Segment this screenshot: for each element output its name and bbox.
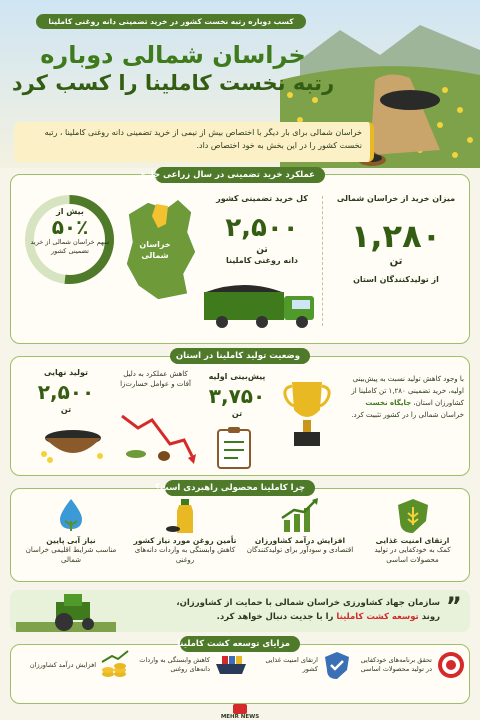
strategic-text: کاهش وابستگی به واردات دانه‌های روغنی: [134, 546, 236, 564]
title-line-2: رتبه نخست کاملینا را کسب کرد: [11, 71, 335, 95]
benefit-text: افزایش درآمد کشاورزان: [29, 660, 96, 669]
strategic-item-oil-supply: [130, 496, 240, 565]
production-summary: [340, 374, 464, 422]
tractor-icon: [16, 592, 116, 632]
growth-chart-icon: [245, 496, 355, 536]
share-label-top: بیش از: [56, 207, 84, 216]
trophy-icon: [282, 376, 332, 456]
national-unit: تن: [256, 244, 268, 255]
top-pill: کسب دوباره رتبه نخست کشور در خرید تضمینی دانه روغنی کاملینا: [36, 14, 306, 29]
share-caption: سهم خراسان شمالی از خرید تضمینی کشور: [30, 238, 110, 255]
final-value: ۲,۵۰۰: [37, 379, 95, 404]
truck-illustration: [196, 278, 326, 334]
oil-bottle-icon: [130, 496, 240, 536]
benefit-text: کاهش وابستگی به واردات دانه‌های روغنی: [139, 656, 210, 673]
quote-highlight: توسعه کشت کاملینا: [336, 612, 419, 623]
benefit-item-income: [28, 650, 132, 680]
benefit-item-import-reduction: [136, 650, 248, 680]
share-value: ۵۰٪: [51, 215, 89, 239]
cargo-ship-icon: [214, 650, 248, 680]
forecast-title: پیش‌بینی اولیه: [208, 372, 266, 381]
national-caption: دانه روغنی کاملینا: [225, 256, 299, 266]
quote-text: [120, 596, 440, 625]
strategic-item-low-water: [16, 496, 126, 565]
divider-1: [322, 196, 323, 326]
intro-box: [14, 122, 374, 162]
strategic-title: تأمین روغن مورد نیاز کشور: [133, 536, 237, 545]
summary-part-2: خراسان شمالی را در کشور تثبیت کرد.: [351, 410, 464, 419]
benefit-item-food-security: [252, 650, 352, 680]
benefit-item-self-sufficiency: [358, 650, 466, 680]
clipboard-icon: [212, 426, 258, 470]
strategic-text: مناسب شرایط اقلیمی خراسان شمالی: [25, 546, 117, 564]
quote-line-2-pre: روند: [421, 612, 440, 623]
section-strategic-pill: چرا کاملینا محصولی راهبردی است؟: [165, 480, 315, 496]
footer-logo: [216, 704, 264, 720]
final-unit: تن: [60, 404, 72, 414]
province-title: میزان خرید از خراسان شمالی: [336, 194, 456, 203]
strategic-title: ارتقای امنیت غذایی: [375, 536, 450, 545]
section-benefits-pill: مزایای توسعه کشت کاملینا: [180, 636, 300, 652]
strategic-text: کمک به خودکفایی در تولید محصولات اساسی: [374, 546, 451, 564]
quote-line-2: [120, 610, 440, 624]
strategic-text: اقتصادی و سودآور برای تولیدکنندگان: [246, 546, 354, 555]
section-production-pill: وضعیت تولید کاملینا در استان: [170, 348, 310, 364]
section-purchase-pill: عملکرد خرید تضمینی در سال زراعی جاری: [155, 167, 325, 183]
intro-text: خراسان شمالی برای بار دیگر با اختصاص بیش از نیمی از خرید تضمینی دانه روغنی کاملینا ، رتبه نخست کشور را در این بخش به خود اختصاص داد.: [44, 128, 362, 150]
wheat-shield-icon: [360, 496, 465, 536]
quote-mark-icon: ”: [446, 592, 462, 620]
forecast: [202, 372, 272, 420]
strategic-item-food-security: [360, 496, 465, 565]
mehr-logo-icon: [233, 704, 247, 714]
title-line-1: خراسان شمالی دوباره: [40, 41, 306, 69]
water-drop-icon: [16, 496, 126, 536]
decline-text: کاهش عملکرد به دلیل آفات و عوامل خسارت‌زا: [120, 370, 191, 388]
decline-arrow-icon: [118, 410, 198, 466]
final-title: تولید نهایی: [43, 368, 89, 377]
province-stat: [330, 194, 462, 285]
seed-bowl-icon: [38, 420, 108, 464]
map-label: خراسان شمالی: [139, 240, 171, 260]
forecast-value: ۳,۷۵۰: [208, 383, 266, 408]
final-production: [20, 368, 112, 416]
summary-highlight: جایگاه نخست: [365, 398, 412, 407]
national-stat: [212, 194, 312, 267]
coins-growth-icon: [100, 650, 132, 680]
summary-part-1: با وجود کاهش تولید نسبت به پیش‌بینی اولیه، خرید تضمینی ۱,۲۸۰ تن کاملینا از کشاورزان استان،: [351, 375, 464, 407]
shield-icon: [322, 650, 352, 680]
strategic-title: نیاز آبی پایین: [46, 536, 96, 545]
page-title: [8, 40, 338, 96]
strategic-item-farmer-income: [245, 496, 355, 556]
province-value: ۱,۲۸۰: [350, 216, 442, 255]
national-title: کل خرید تضمینی کشور: [216, 194, 308, 203]
share-donut-content: [30, 207, 110, 256]
quote-line-1: سازمان جهاد کشاورزی خراسان شمالی با حمایت از کشاورزان،: [176, 598, 440, 608]
province-caption: از تولیدکنندگان استان: [353, 274, 439, 284]
footer-logo-text: MEHR NEWS: [220, 714, 260, 720]
national-value: ۲,۵۰۰: [225, 212, 299, 243]
benefit-text: تحقق برنامه‌های خودکفایی در تولید محصولات اساسی: [360, 656, 432, 673]
strategic-title: افزایش درآمد کشاورزان: [254, 536, 346, 545]
target-icon: [436, 650, 466, 680]
quote-line-2-post: را با جدیت دنبال خواهد کرد.: [216, 612, 334, 623]
forecast-unit: تن: [231, 408, 243, 418]
province-unit: تن: [389, 256, 403, 268]
benefit-text: ارتقای امنیت غذایی کشور: [265, 656, 318, 673]
